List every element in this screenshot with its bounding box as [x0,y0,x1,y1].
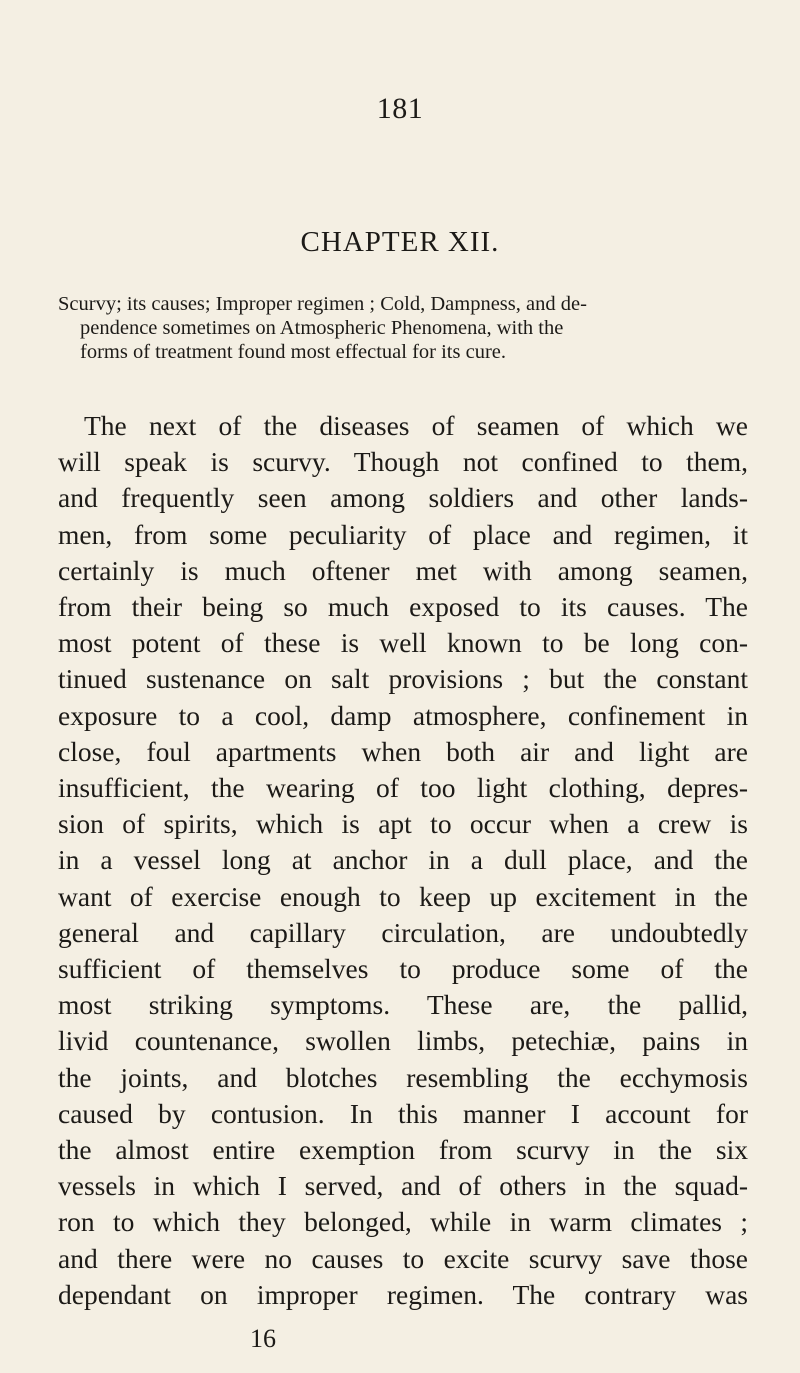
body-line: men, from some peculiarity of place and regimen, it [58,518,748,550]
chapter-summary [58,292,744,364]
body-line: close, foul apartments when both air and light are [58,735,748,767]
body-line: insufficient, the wearing of too light clothing, depres- [58,772,748,804]
summary-line: forms of treatment found most effectual for its cure. [80,341,506,363]
signature-mark: 16 [250,1324,276,1353]
body-line: most potent of these is well known to be long con- [58,627,748,659]
body-paragraph [58,408,748,1313]
body-line: will speak is scurvy. Though not confined to them, [58,446,748,478]
summary-line: Scurvy; its causes; Improper regimen ; Cold, Dampness, and de- [58,293,587,315]
body-line: the joints, and blotches resembling the ecchymosis [58,1061,748,1093]
body-line: exposure to a cool, damp atmosphere, confinement in [58,699,748,731]
body-line: ron to which they belonged, while in warm climates ; [58,1206,748,1238]
body-line: tinued sustenance on salt provisions ; but the constant [58,663,748,695]
body-line: livid countenance, swollen limbs, petechiæ, pains in [58,1025,748,1057]
body-line: in a vessel long at anchor in a dull place, and the [58,844,748,876]
body-line: want of exercise enough to keep up excitement in the [58,880,748,912]
body-line: and there were no causes to excite scurvy save those [58,1242,748,1274]
body-line: The next of the diseases of seamen of which we [84,410,748,441]
body-line: caused by contusion. In this manner I account for [58,1097,748,1129]
body-line: and frequently seen among soldiers and other lands- [58,482,748,514]
body-line: the almost entire exemption from scurvy in the six [58,1134,748,1166]
summary-line: pendence sometimes on Atmospheric Phenomena, with the [80,317,564,339]
chapter-title: CHAPTER XII. [300,226,500,258]
body-line: sion of spirits, which is apt to occur when a crew is [58,808,748,840]
body-line: from their being so much exposed to its causes. The [58,591,748,623]
body-line: general and capillary circulation, are undoubtedly [58,916,748,948]
page-number: 181 [376,92,424,125]
body-line: sufficient of themselves to produce some of the [58,953,748,985]
body-line: dependant on improper regimen. The contrary was [58,1278,748,1310]
body-line: vessels in which I served, and of others in the squad- [58,1170,748,1202]
body-line: most striking symptoms. These are, the pallid, [58,989,748,1021]
body-line: certainly is much oftener met with among seamen, [58,554,748,586]
